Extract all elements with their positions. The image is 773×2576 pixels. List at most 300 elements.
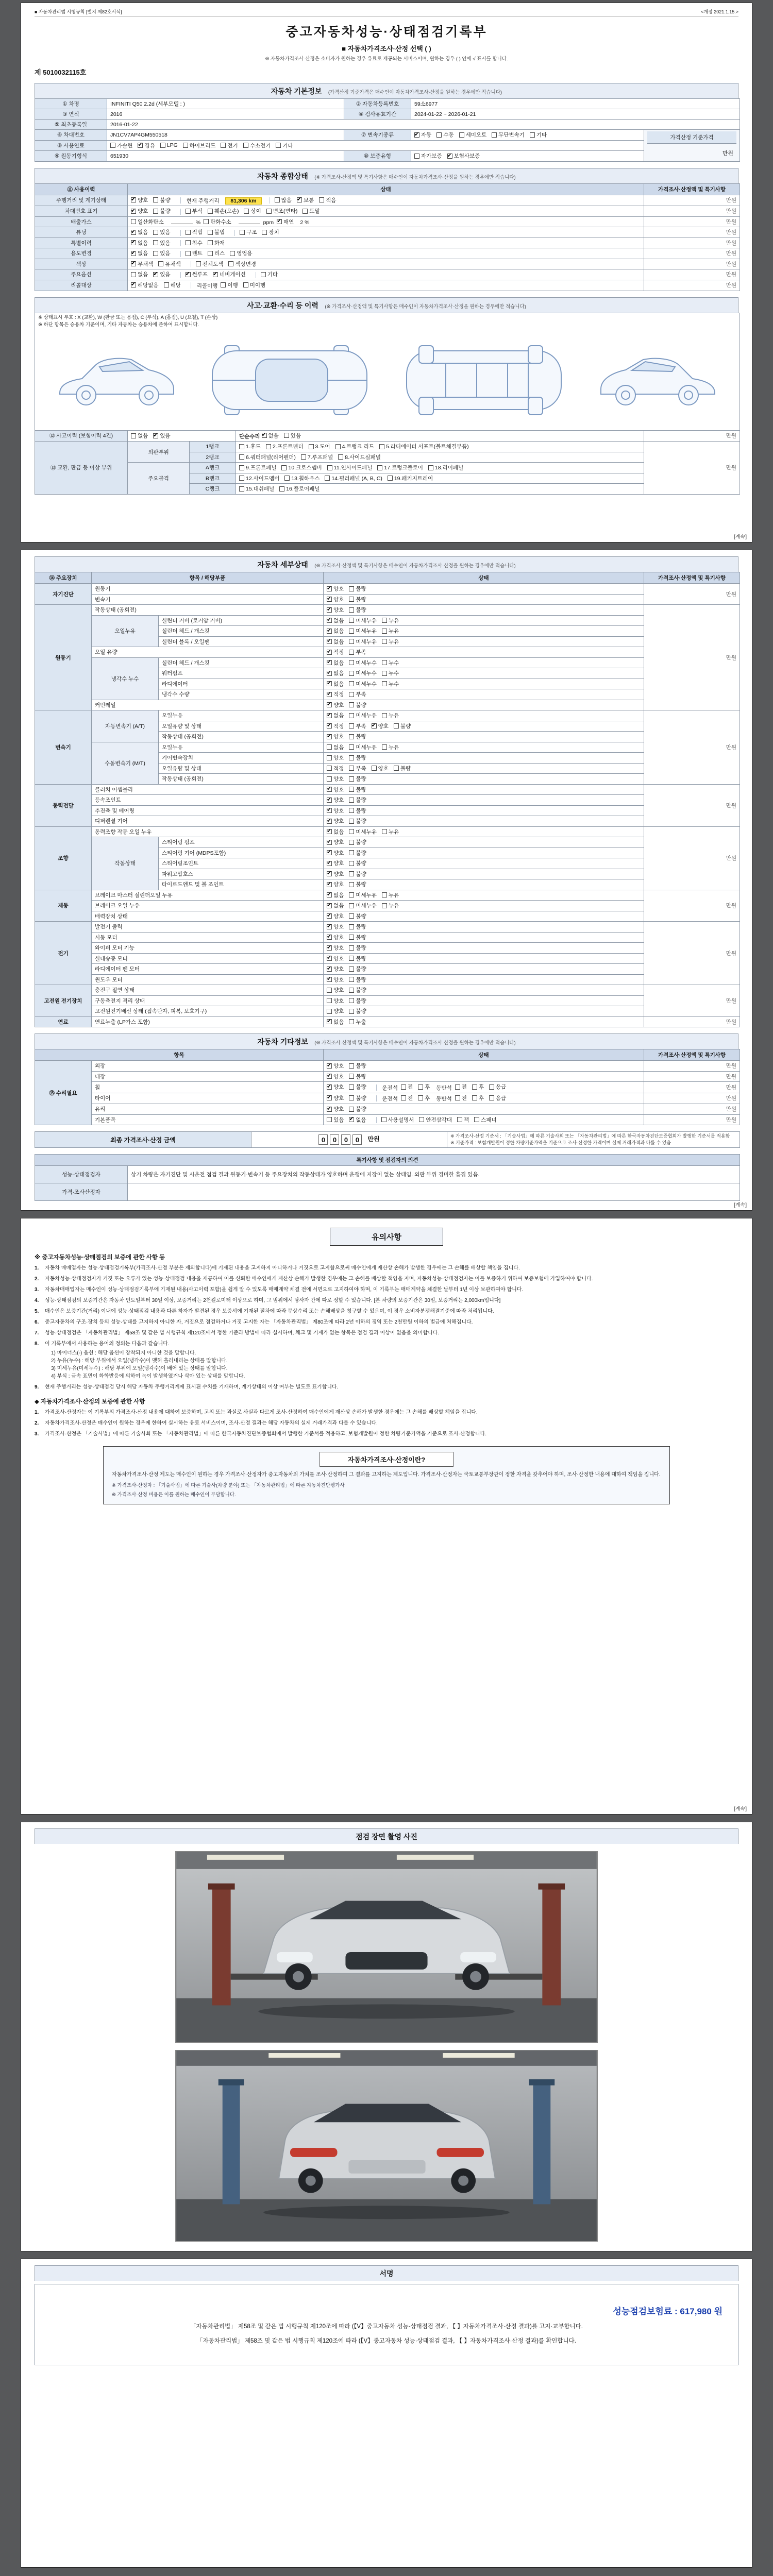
- checkbox-option[interactable]: [327, 722, 344, 730]
- checkbox-option[interactable]: [153, 239, 170, 247]
- checkbox[interactable]: [530, 132, 535, 138]
- checkbox[interactable]: [327, 618, 332, 623]
- checkbox-option[interactable]: [418, 1083, 430, 1091]
- checkbox[interactable]: [327, 586, 332, 591]
- checkbox[interactable]: [349, 1095, 354, 1100]
- checkbox[interactable]: [349, 808, 354, 813]
- checkbox[interactable]: [349, 924, 354, 929]
- checkbox[interactable]: [327, 1084, 332, 1090]
- checkbox[interactable]: [281, 465, 287, 470]
- checkbox[interactable]: [349, 713, 354, 718]
- checkbox-option[interactable]: [261, 270, 278, 278]
- checkbox[interactable]: [239, 476, 244, 481]
- checkbox-option[interactable]: [492, 131, 525, 139]
- checkbox[interactable]: [327, 766, 332, 771]
- checkbox[interactable]: [327, 956, 332, 961]
- checkbox[interactable]: [276, 143, 281, 148]
- checkbox[interactable]: [418, 1095, 423, 1100]
- checkbox-option[interactable]: [327, 912, 344, 920]
- checkbox[interactable]: [394, 723, 399, 728]
- checkbox[interactable]: [327, 597, 332, 602]
- checkbox[interactable]: [131, 261, 136, 266]
- checkbox-option[interactable]: [196, 260, 224, 268]
- checkbox-option[interactable]: [327, 775, 344, 783]
- checkbox-option[interactable]: [382, 659, 399, 667]
- checkbox-option[interactable]: [349, 648, 366, 656]
- checkbox-option[interactable]: [160, 142, 178, 148]
- checkbox[interactable]: [327, 913, 332, 919]
- checkbox[interactable]: [382, 660, 387, 665]
- checkbox-option[interactable]: [208, 239, 225, 247]
- checkbox-option[interactable]: [372, 765, 389, 772]
- checkbox-option[interactable]: [158, 260, 180, 268]
- checkbox[interactable]: [309, 444, 314, 449]
- checkbox[interactable]: [301, 454, 306, 460]
- checkbox-option[interactable]: [349, 912, 366, 920]
- checkbox-option[interactable]: [239, 464, 276, 471]
- checkbox[interactable]: [349, 956, 354, 961]
- checkbox-option[interactable]: [349, 722, 366, 730]
- checkbox[interactable]: [394, 766, 399, 771]
- checkbox[interactable]: [401, 1095, 406, 1100]
- checkbox-option[interactable]: [349, 902, 377, 909]
- checkbox-option[interactable]: [349, 669, 377, 677]
- checkbox-option[interactable]: [381, 1116, 414, 1124]
- checkbox-option[interactable]: [327, 1094, 344, 1102]
- checkbox[interactable]: [158, 261, 163, 266]
- checkbox-option[interactable]: [377, 464, 423, 471]
- checkbox-option[interactable]: [131, 260, 153, 268]
- checkbox-option[interactable]: [327, 880, 344, 888]
- checkbox-option[interactable]: [131, 196, 148, 204]
- checkbox[interactable]: [327, 892, 332, 897]
- checkbox[interactable]: [349, 913, 354, 919]
- checkbox[interactable]: [382, 903, 387, 908]
- checkbox-option[interactable]: [186, 228, 203, 236]
- checkbox[interactable]: [349, 776, 354, 782]
- checkbox[interactable]: [327, 988, 332, 993]
- checkbox-option[interactable]: [327, 701, 344, 709]
- checkbox[interactable]: [239, 465, 244, 470]
- checkbox-option[interactable]: [239, 474, 279, 482]
- checkbox-option[interactable]: [221, 281, 238, 289]
- checkbox-option[interactable]: [349, 923, 366, 930]
- checkbox-option[interactable]: [281, 464, 322, 471]
- checkbox-option[interactable]: [349, 838, 366, 846]
- checkbox[interactable]: [418, 1084, 423, 1090]
- checkbox[interactable]: [327, 650, 332, 655]
- checkbox-option[interactable]: [349, 849, 366, 857]
- checkbox[interactable]: [455, 1084, 460, 1090]
- checkbox[interactable]: [327, 629, 332, 634]
- checkbox-option[interactable]: [153, 270, 170, 278]
- checkbox-option[interactable]: [349, 1073, 366, 1080]
- checkbox-option[interactable]: [327, 617, 344, 624]
- checkbox[interactable]: [131, 219, 136, 224]
- checkbox-option[interactable]: [327, 659, 344, 667]
- checkbox-option[interactable]: [349, 606, 366, 614]
- checkbox[interactable]: [183, 143, 188, 148]
- checkbox[interactable]: [186, 240, 191, 245]
- blank-field[interactable]: [239, 219, 260, 224]
- checkbox-option[interactable]: [349, 701, 366, 709]
- checkbox-option[interactable]: [303, 207, 320, 215]
- checkbox-option[interactable]: [327, 817, 344, 825]
- checkbox-option[interactable]: [275, 196, 292, 204]
- checkbox[interactable]: [349, 819, 354, 824]
- checkbox[interactable]: [349, 702, 354, 707]
- checkbox[interactable]: [327, 1095, 332, 1100]
- checkbox-option[interactable]: [447, 152, 480, 160]
- checkbox[interactable]: [208, 251, 213, 256]
- checkbox-option[interactable]: [327, 796, 344, 804]
- checkbox-option[interactable]: [153, 196, 170, 204]
- checkbox[interactable]: [349, 629, 354, 634]
- checkbox[interactable]: [349, 650, 354, 655]
- checkbox-option[interactable]: [349, 786, 366, 793]
- checkbox-option[interactable]: [186, 239, 203, 247]
- checkbox[interactable]: [131, 230, 136, 235]
- checkbox-option[interactable]: [131, 270, 148, 278]
- checkbox-option[interactable]: [327, 1073, 344, 1080]
- checkbox[interactable]: [196, 261, 201, 266]
- checkbox-option[interactable]: [266, 443, 303, 450]
- checkbox-option[interactable]: [349, 1083, 366, 1091]
- checkbox[interactable]: [414, 154, 419, 159]
- checkbox-option[interactable]: [349, 659, 377, 667]
- checkbox-option[interactable]: [418, 1094, 430, 1102]
- checkbox-option[interactable]: [327, 464, 373, 471]
- checkbox-option[interactable]: [277, 218, 294, 226]
- checkbox[interactable]: [131, 282, 136, 287]
- checkbox-option[interactable]: [349, 891, 377, 899]
- checkbox[interactable]: [327, 945, 332, 951]
- checkbox-option[interactable]: [428, 464, 463, 471]
- checkbox-option[interactable]: [455, 1083, 467, 1091]
- checkbox[interactable]: [262, 433, 267, 438]
- checkbox-option[interactable]: [327, 902, 344, 909]
- checkbox[interactable]: [297, 197, 302, 202]
- checkbox[interactable]: [436, 132, 442, 138]
- checkbox-option[interactable]: [153, 207, 170, 215]
- checkbox-option[interactable]: [327, 627, 344, 635]
- checkbox-option[interactable]: [186, 207, 203, 215]
- checkbox[interactable]: [381, 1117, 386, 1122]
- checkbox[interactable]: [349, 723, 354, 728]
- checkbox-option[interactable]: [279, 485, 320, 493]
- checkbox-option[interactable]: [262, 432, 279, 439]
- checkbox-option[interactable]: [472, 1083, 484, 1091]
- checkbox[interactable]: [474, 1117, 479, 1122]
- checkbox[interactable]: [327, 702, 332, 707]
- checkbox-option[interactable]: [414, 152, 442, 160]
- checkbox-option[interactable]: [327, 754, 344, 761]
- checkbox-option[interactable]: [327, 870, 344, 878]
- checkbox-option[interactable]: [327, 859, 344, 867]
- checkbox[interactable]: [221, 143, 226, 148]
- checkbox[interactable]: [327, 935, 332, 940]
- checkbox[interactable]: [327, 819, 332, 824]
- checkbox-option[interactable]: [208, 207, 239, 215]
- checkbox[interactable]: [472, 1095, 477, 1100]
- checkbox-option[interactable]: [379, 443, 469, 450]
- checkbox-option[interactable]: [327, 733, 344, 740]
- checkbox-option[interactable]: [327, 606, 344, 614]
- checkbox[interactable]: [459, 132, 464, 138]
- checkbox-option[interactable]: [327, 828, 344, 836]
- checkbox-option[interactable]: [401, 1094, 413, 1102]
- checkbox[interactable]: [349, 935, 354, 940]
- blank-field[interactable]: [171, 219, 193, 224]
- checkbox-option[interactable]: [349, 627, 377, 635]
- checkbox-option[interactable]: [414, 131, 431, 139]
- checkbox-option[interactable]: [327, 711, 344, 719]
- checkbox-option[interactable]: [319, 196, 336, 204]
- checkbox-option[interactable]: [349, 1007, 366, 1015]
- checkbox-option[interactable]: [309, 443, 330, 450]
- checkbox[interactable]: [327, 977, 332, 982]
- checkbox[interactable]: [131, 433, 136, 438]
- checkbox-option[interactable]: [244, 207, 261, 215]
- checkbox-option[interactable]: [204, 218, 231, 226]
- checkbox[interactable]: [349, 945, 354, 951]
- checkbox[interactable]: [382, 671, 387, 676]
- checkbox[interactable]: [377, 465, 382, 470]
- checkbox[interactable]: [277, 219, 282, 224]
- checkbox-option[interactable]: [327, 585, 344, 592]
- checkbox[interactable]: [349, 903, 354, 908]
- checkbox[interactable]: [382, 892, 387, 897]
- checkbox[interactable]: [244, 209, 249, 214]
- checkbox[interactable]: [327, 639, 332, 644]
- checkbox-option[interactable]: [382, 828, 399, 836]
- checkbox[interactable]: [327, 681, 332, 686]
- checkbox[interactable]: [327, 808, 332, 813]
- checkbox-option[interactable]: [382, 902, 399, 909]
- checkbox-option[interactable]: [382, 711, 399, 719]
- checkbox-option[interactable]: [349, 796, 366, 804]
- checkbox[interactable]: [213, 272, 218, 277]
- checkbox-option[interactable]: [208, 228, 225, 236]
- checkbox[interactable]: [457, 1117, 462, 1122]
- checkbox-option[interactable]: [327, 997, 344, 1005]
- checkbox[interactable]: [230, 251, 235, 256]
- checkbox[interactable]: [327, 871, 332, 876]
- checkbox-option[interactable]: [110, 142, 132, 149]
- price-select-line[interactable]: ■ 자동차가격조사·산정 선택 ( ): [342, 45, 431, 53]
- checkbox-option[interactable]: [349, 828, 377, 836]
- checkbox[interactable]: [208, 240, 213, 245]
- checkbox[interactable]: [327, 798, 332, 803]
- checkbox[interactable]: [349, 744, 354, 750]
- checkbox-option[interactable]: [459, 131, 487, 139]
- checkbox-option[interactable]: [153, 228, 170, 236]
- checkbox-option[interactable]: [349, 859, 366, 867]
- checkbox[interactable]: [349, 692, 354, 697]
- checkbox-option[interactable]: [349, 775, 366, 783]
- checkbox-option[interactable]: [228, 260, 256, 268]
- checkbox-option[interactable]: [382, 891, 399, 899]
- checkbox[interactable]: [327, 671, 332, 676]
- checkbox-option[interactable]: [327, 965, 344, 973]
- checkbox[interactable]: [489, 1095, 494, 1100]
- checkbox-option[interactable]: [349, 807, 366, 815]
- checkbox-option[interactable]: [327, 807, 344, 815]
- checkbox[interactable]: [279, 486, 284, 492]
- checkbox[interactable]: [240, 230, 245, 235]
- checkbox[interactable]: [239, 454, 244, 460]
- checkbox-option[interactable]: [221, 142, 238, 149]
- checkbox-option[interactable]: [239, 453, 296, 461]
- checkbox[interactable]: [303, 209, 308, 214]
- checkbox-option[interactable]: [382, 743, 399, 751]
- checkbox-option[interactable]: [131, 228, 148, 236]
- checkbox-option[interactable]: [284, 474, 320, 482]
- checkbox-option[interactable]: [131, 207, 148, 215]
- checkbox[interactable]: [349, 850, 354, 855]
- checkbox-option[interactable]: [349, 870, 366, 878]
- checkbox[interactable]: [372, 723, 377, 728]
- checkbox-option[interactable]: [131, 281, 159, 289]
- checkbox[interactable]: [349, 892, 354, 897]
- checkbox[interactable]: [349, 882, 354, 887]
- checkbox-option[interactable]: [131, 218, 164, 226]
- checkbox-option[interactable]: [153, 432, 170, 439]
- checkbox[interactable]: [349, 829, 354, 834]
- checkbox[interactable]: [349, 1117, 354, 1122]
- checkbox-option[interactable]: [213, 270, 246, 278]
- checkbox[interactable]: [325, 476, 330, 481]
- checkbox[interactable]: [186, 230, 191, 235]
- checkbox-option[interactable]: [382, 627, 399, 635]
- checkbox[interactable]: [327, 850, 332, 855]
- checkbox-option[interactable]: [388, 474, 433, 482]
- checkbox-option[interactable]: [349, 934, 366, 941]
- checkbox[interactable]: [492, 132, 497, 138]
- checkbox-option[interactable]: [436, 131, 453, 139]
- checkbox[interactable]: [349, 660, 354, 665]
- checkbox[interactable]: [153, 251, 158, 256]
- checkbox-option[interactable]: [530, 131, 547, 139]
- checkbox[interactable]: [472, 1084, 477, 1090]
- checkbox-option[interactable]: [243, 142, 271, 149]
- checkbox[interactable]: [239, 444, 244, 449]
- checkbox-option[interactable]: [138, 142, 155, 149]
- checkbox-option[interactable]: [349, 754, 366, 761]
- checkbox-option[interactable]: [327, 891, 344, 899]
- checkbox[interactable]: [382, 639, 387, 644]
- checkbox[interactable]: [319, 197, 324, 202]
- checkbox-option[interactable]: [327, 986, 344, 994]
- checkbox[interactable]: [349, 1009, 354, 1014]
- checkbox[interactable]: [414, 132, 419, 138]
- checkbox-option[interactable]: [327, 1105, 344, 1113]
- checkbox-option[interactable]: [327, 638, 344, 646]
- checkbox-option[interactable]: [349, 1018, 366, 1026]
- checkbox-option[interactable]: [327, 976, 344, 984]
- checkbox-option[interactable]: [419, 1116, 452, 1124]
- checkbox[interactable]: [327, 967, 332, 972]
- checkbox[interactable]: [327, 924, 332, 929]
- checkbox-option[interactable]: [327, 944, 344, 952]
- checkbox-option[interactable]: [349, 690, 366, 698]
- checkbox-option[interactable]: [230, 249, 252, 257]
- checkbox[interactable]: [349, 639, 354, 644]
- checkbox-option[interactable]: [186, 270, 208, 278]
- checkbox-option[interactable]: [349, 617, 377, 624]
- checkbox[interactable]: [447, 154, 452, 159]
- checkbox-option[interactable]: [327, 596, 344, 603]
- checkbox[interactable]: [327, 840, 332, 845]
- checkbox[interactable]: [327, 1117, 332, 1122]
- checkbox-option[interactable]: [349, 944, 366, 952]
- checkbox[interactable]: [327, 998, 332, 1003]
- checkbox-option[interactable]: [327, 1083, 344, 1091]
- checkbox-option[interactable]: [327, 838, 344, 846]
- checkbox[interactable]: [382, 744, 387, 750]
- checkbox[interactable]: [327, 744, 332, 750]
- checkbox[interactable]: [221, 282, 226, 287]
- checkbox-option[interactable]: [382, 638, 399, 646]
- checkbox[interactable]: [327, 787, 332, 792]
- checkbox[interactable]: [327, 692, 332, 697]
- checkbox-option[interactable]: [276, 142, 293, 149]
- checkbox[interactable]: [266, 444, 271, 449]
- checkbox[interactable]: [110, 143, 115, 148]
- checkbox-option[interactable]: [186, 249, 203, 257]
- checkbox[interactable]: [186, 251, 191, 256]
- checkbox[interactable]: [131, 197, 136, 202]
- checkbox[interactable]: [388, 476, 393, 481]
- checkbox-option[interactable]: [153, 249, 170, 257]
- checkbox[interactable]: [349, 1063, 354, 1069]
- checkbox[interactable]: [208, 209, 213, 214]
- checkbox-option[interactable]: [327, 1007, 344, 1015]
- checkbox[interactable]: [327, 1019, 332, 1024]
- checkbox-option[interactable]: [349, 986, 366, 994]
- checkbox[interactable]: [239, 486, 244, 492]
- checkbox[interactable]: [327, 660, 332, 665]
- checkbox-option[interactable]: [183, 142, 216, 149]
- checkbox-option[interactable]: [401, 1083, 413, 1091]
- checkbox[interactable]: [327, 734, 332, 739]
- checkbox[interactable]: [349, 840, 354, 845]
- checkbox[interactable]: [327, 465, 332, 470]
- checkbox-option[interactable]: [325, 474, 382, 482]
- checkbox[interactable]: [327, 713, 332, 718]
- checkbox[interactable]: [428, 465, 433, 470]
- checkbox[interactable]: [327, 903, 332, 908]
- checkbox[interactable]: [349, 671, 354, 676]
- checkbox[interactable]: [327, 1009, 332, 1014]
- checkbox-option[interactable]: [474, 1116, 496, 1124]
- checkbox[interactable]: [335, 444, 341, 449]
- checkbox-option[interactable]: [349, 596, 366, 603]
- checkbox-option[interactable]: [472, 1094, 484, 1102]
- checkbox[interactable]: [489, 1084, 494, 1090]
- checkbox[interactable]: [349, 734, 354, 739]
- checkbox[interactable]: [349, 861, 354, 866]
- checkbox[interactable]: [349, 755, 354, 760]
- checkbox[interactable]: [327, 829, 332, 834]
- checkbox[interactable]: [138, 143, 143, 148]
- checkbox-option[interactable]: [301, 453, 333, 461]
- checkbox-option[interactable]: [349, 965, 366, 973]
- checkbox[interactable]: [349, 798, 354, 803]
- checkbox-option[interactable]: [327, 743, 344, 751]
- checkbox[interactable]: [382, 629, 387, 634]
- checkbox-option[interactable]: [164, 281, 181, 289]
